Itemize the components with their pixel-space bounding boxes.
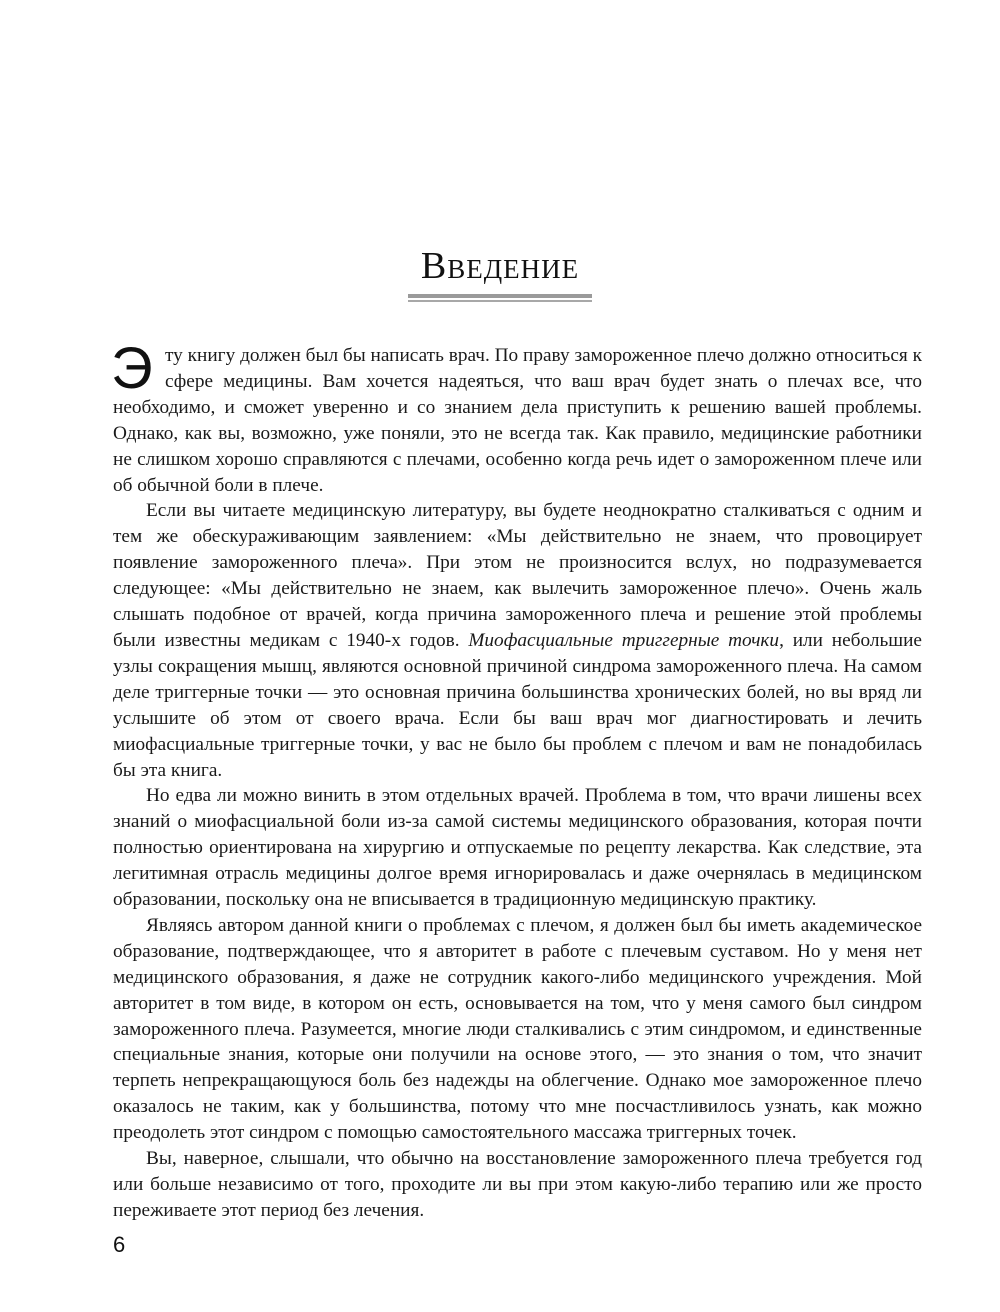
chapter-title: Введение	[420, 245, 580, 287]
drop-cap-box	[111, 336, 165, 401]
paragraph-2-text-before: Если вы читаете медицинскую литературу, вы будете неоднократно сталкиваться с одним и тем же обескураживающим заявлением: «Мы действительно не знаем, что провоцирует появление замороженного плеча». При этом не произносится вслух, но подразумевается следующее: «Мы действительно не знаем, как вылечить замороженное плечо». Очень жаль слышать подобное от врачей, когда причина замороженного плеча и решение этой проблемы были известны медикам с 1940-х годов.	[113, 500, 922, 651]
paragraph-5: Вы, наверное, слышали, что обычно на восстановление замороженного плеча требуется год или больше независимо от того, проходите ли вы при этом какую-либо терапию или же просто переживаете этот период без лечения.	[113, 1148, 922, 1221]
paragraph-2	[113, 498, 922, 783]
title-underline-rule	[408, 294, 592, 302]
paragraph-3: Но едва ли можно винить в этом отдельных врачей. Проблема в том, что врачи лишены всех знаний о миофасциальной боли из-за самой системы медицинского образования, которая почти полностью ориентирована на хирургию и отпускаемые по рецепту лекарства. Как следствие, эта легитимная отрасль медицины долгое время игнорировалась и даже очернялась в медицинском образовании, поскольку она не вписывается в традиционную медицинскую практику.	[113, 785, 922, 911]
drop-cap: Э	[111, 336, 153, 401]
paragraph-1	[111, 336, 922, 498]
paragraph-4: Являясь автором данной книги о проблемах с плечом, я должен был бы иметь академическое образование, подтверждающее, что я авторитет в работе с плечевым суставом. Но у меня нет медицинского образования, я даже не сотрудник какого-либо медицинского учреждения. Мой авторитет в том виде, в котором он есть, основывается на том, что у меня самого был синдром замороженного плеча. Разумеется, многие люди сталкивались с этим синдромом, и единственные специальные знания, которые они получили на основе этого, — это знания о том, что значит терпеть непрекращающуюся боль без надежды на облегчение. Однако мое замороженное плечо оказалось не таким, как у большинства, потому что мне посчастливилось узнать, как можно преодолеть этот синдром с помощью самостоятельного массажа триггерных точек.	[113, 914, 922, 1144]
page-number: 6	[113, 1232, 126, 1257]
body-text	[111, 336, 922, 1224]
paragraph-2-italic-term: Миофасциальные триггерные точки	[468, 629, 780, 651]
paragraph-2-text-after: , или небольшие узлы сокращения мышц, являются основной причиной синдрома замороженного плеча. На самом деле триггерные точки — это основная причина большинства хронических болей, но вы вряд ли услышите об этом от своего врача. Если бы ваш врач мог диагностировать и лечить миофасциальные триггерные точки, у вас не было бы проблем с плечом и вам не понадобилась бы эта книга.	[113, 629, 922, 781]
paragraph-1-text: ту книгу должен был бы написать врач. По праву замороженное плечо должно относиться к сфере медицины. Вам хочется надеяться, что ваш врач будет знать о плечах все, что необходимо, и сможет уверенно и со знанием дела приступить к решению вашей проблемы. Однако, как вы, возможно, уже поняли, это не всегда так. Как правило, медицинские работники не слишком хорошо справляются с плечами, особенно когда речь идет о замороженном плече или об обычной боли в плече.	[113, 345, 922, 496]
title-rule-thin	[408, 300, 592, 302]
chapter-heading	[0, 244, 1000, 302]
